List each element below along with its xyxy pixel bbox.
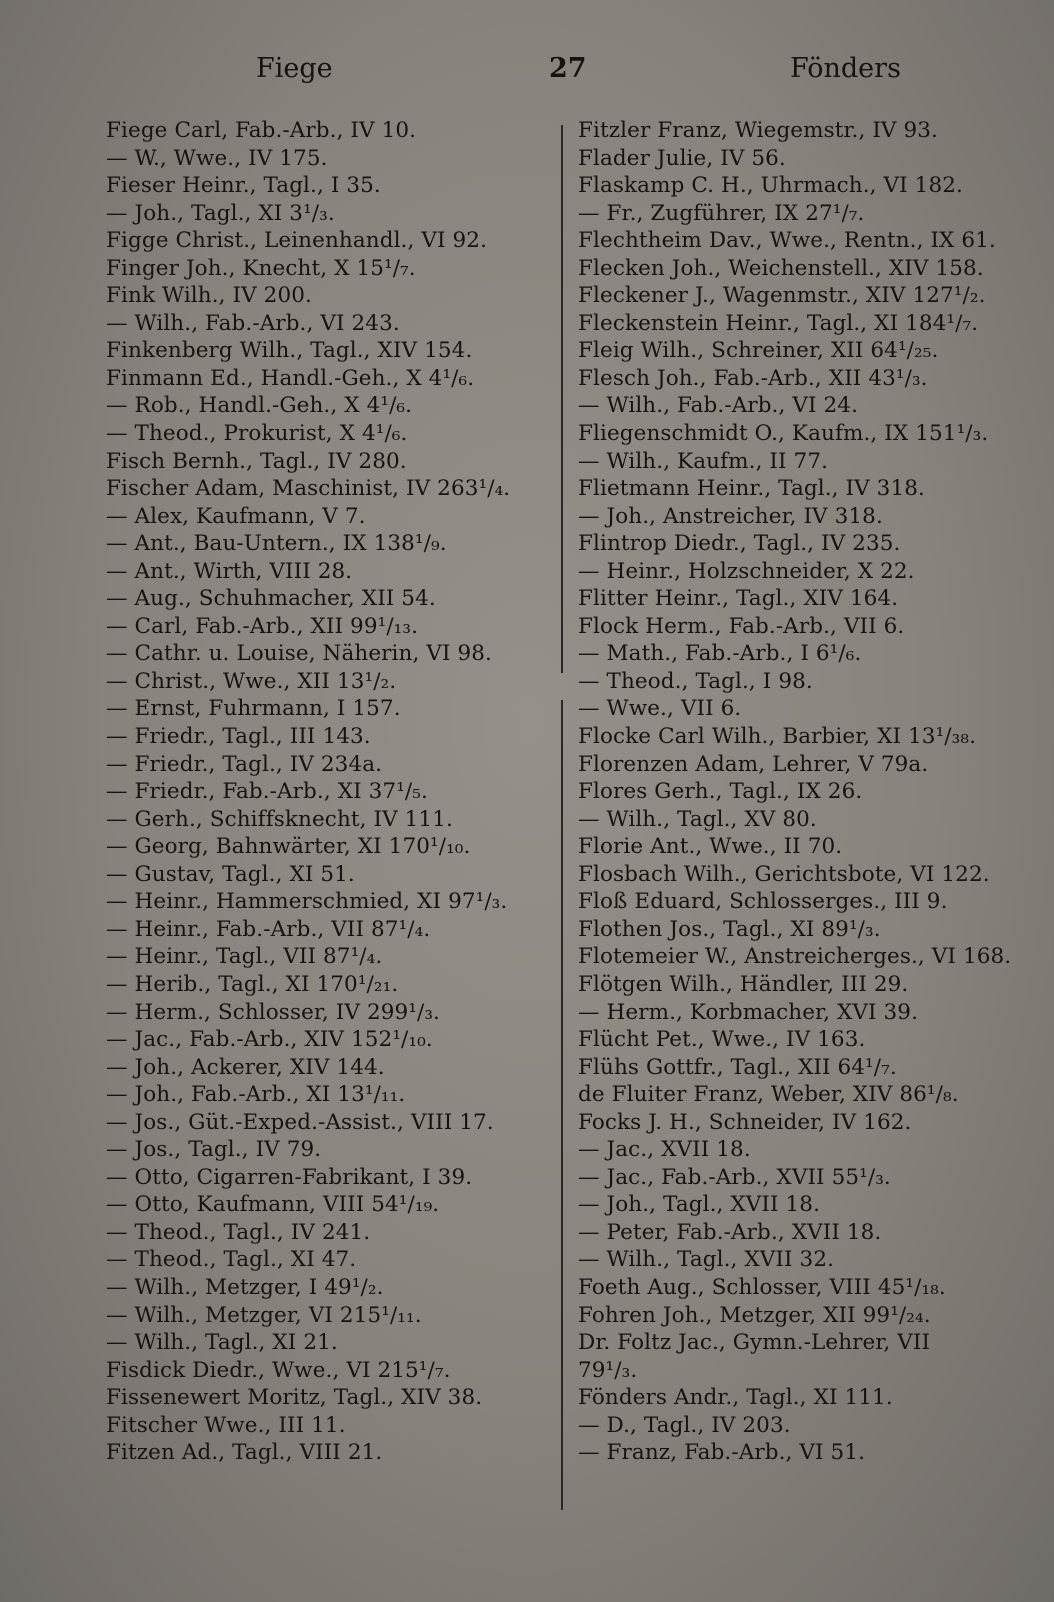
directory-entry: Flecken Joh., Weichenstell., XIV 158. bbox=[578, 255, 984, 281]
directory-entry: — Jac., XVII 18. bbox=[578, 1137, 751, 1163]
directory-entry: — Theod., Tagl., I 98. bbox=[578, 668, 813, 694]
directory-entry: Fissenewert Moritz, Tagl., XIV 38. bbox=[106, 1385, 483, 1411]
directory-entry: — Cathr. u. Louise, Näherin, VI 98. bbox=[106, 641, 492, 667]
directory-entry: — Friedr., Fab.-Arb., XI 37¹/₅. bbox=[106, 779, 428, 805]
directory-entry: — Theod., Prokurist, X 4¹/₆. bbox=[106, 421, 408, 447]
directory-entry: Fisdick Diedr., Wwe., VI 215¹/₇. bbox=[106, 1357, 451, 1383]
directory-entry: — Peter, Fab.-Arb., XVII 18. bbox=[578, 1219, 882, 1245]
directory-entry: — Ant., Wirth, VIII 28. bbox=[106, 558, 353, 584]
directory-entry: — Alex, Kaufmann, V 7. bbox=[106, 503, 366, 529]
directory-entry: — Joh., Fab.-Arb., XI 13¹/₁₁. bbox=[106, 1082, 406, 1108]
directory-entry: — Wilh., Metzger, I 49¹/₂. bbox=[106, 1274, 384, 1300]
directory-entry: Fiege Carl, Fab.-Arb., IV 10. bbox=[106, 118, 417, 143]
directory-entry: Foeth Aug., Schlosser, VIII 45¹/₁₈. bbox=[578, 1274, 946, 1300]
directory-entry: — Jac., Fab.-Arb., XIV 152¹/₁₀. bbox=[106, 1027, 433, 1053]
directory-entry: — Wilh., Fab.-Arb., VI 243. bbox=[106, 310, 400, 336]
directory-entry: — Theod., Tagl., XI 47. bbox=[106, 1247, 357, 1273]
directory-entry: — Georg, Bahnwärter, XI 170¹/₁₀. bbox=[106, 834, 471, 860]
directory-entry: Flintrop Diedr., Tagl., IV 235. bbox=[578, 531, 901, 557]
directory-entry: Fleckener J., Wagenmstr., XIV 127¹/₂. bbox=[578, 283, 986, 309]
column-rule-lower bbox=[561, 700, 563, 1510]
directory-entry: — Joh., Ackerer, XIV 144. bbox=[106, 1054, 385, 1080]
directory-entry: — Heinr., Tagl., VII 87¹/₄. bbox=[106, 944, 383, 970]
directory-entry: Fliegenschmidt O., Kaufm., IX 151¹/₃. bbox=[578, 421, 989, 447]
directory-entry: — Franz, Fab.-Arb., VI 51. bbox=[578, 1440, 866, 1466]
directory-entry: Flücht Pet., Wwe., IV 163. bbox=[578, 1027, 866, 1053]
directory-entry: — Jos., Tagl., IV 79. bbox=[106, 1137, 322, 1163]
directory-entry: Fieser Heinr., Tagl., I 35. bbox=[106, 173, 381, 199]
directory-entry: — Joh., Tagl., XI 3¹/₃. bbox=[106, 200, 335, 226]
directory-entry: Flechtheim Dav., Wwe., Rentn., IX 61. bbox=[578, 228, 996, 254]
directory-entry: Flühs Gottfr., Tagl., XII 64¹/₇. bbox=[578, 1054, 897, 1080]
directory-entry: — Otto, Kaufmann, VIII 54¹/₁₉. bbox=[106, 1192, 440, 1218]
directory-entry: — Jos., Güt.-Exped.-Assist., VIII 17. bbox=[106, 1109, 494, 1135]
directory-entry: Focks J. H., Schneider, IV 162. bbox=[578, 1109, 912, 1135]
directory-entry: — Math., Fab.-Arb., I 6¹/₆. bbox=[578, 641, 862, 667]
directory-entry: — Herm., Schlosser, IV 299¹/₃. bbox=[106, 999, 440, 1025]
directory-entry: Flores Gerh., Tagl., IX 26. bbox=[578, 779, 863, 805]
directory-entry: — Rob., Handl.-Geh., X 4¹/₆. bbox=[106, 393, 413, 419]
directory-entry: — Gerh., Schiffsknecht, IV 111. bbox=[106, 806, 453, 832]
directory-entry: — Theod., Tagl., IV 241. bbox=[106, 1219, 371, 1245]
directory-entry: — W., Wwe., IV 175. bbox=[106, 145, 328, 171]
directory-entry: 79¹/₃. bbox=[578, 1357, 638, 1383]
directory-entry: Flocke Carl Wilh., Barbier, XI 13¹/₃₈. bbox=[578, 724, 977, 750]
directory-entry: — Wilh., Kaufm., II 77. bbox=[578, 448, 829, 474]
directory-entry: Dr. Foltz Jac., Gymn.-Lehrer, VII bbox=[578, 1330, 931, 1356]
directory-entry: — Aug., Schuhmacher, XII 54. bbox=[106, 586, 436, 612]
directory-entry: — Friedr., Tagl., III 143. bbox=[106, 724, 371, 750]
directory-entry: Florie Ant., Wwe., II 70. bbox=[578, 834, 843, 860]
directory-entry: Flötgen Wilh., Händler, III 29. bbox=[578, 971, 909, 997]
directory-entry: — Herib., Tagl., XI 170¹/₂₁. bbox=[106, 971, 399, 997]
directory-entry: Flock Herm., Fab.-Arb., VII 6. bbox=[578, 613, 905, 639]
directory-entry: — Herm., Korbmacher, XVI 39. bbox=[578, 999, 918, 1025]
directory-entry: Flietmann Heinr., Tagl., IV 318. bbox=[578, 476, 925, 502]
directory-entry: — Wilh., Tagl., XV 80. bbox=[578, 806, 817, 832]
directory-entry: Finmann Ed., Handl.-Geh., X 4¹/₆. bbox=[106, 365, 475, 391]
directory-entry: — Joh., Anstreicher, IV 318. bbox=[578, 503, 883, 529]
directory-entry: — Christ., Wwe., XII 13¹/₂. bbox=[106, 668, 397, 694]
directory-entry: Figge Christ., Leinenhandl., VI 92. bbox=[106, 228, 487, 254]
directory-entry: — Gustav, Tagl., XI 51. bbox=[106, 861, 355, 887]
directory-entry: Finkenberg Wilh., Tagl., XIV 154. bbox=[106, 338, 473, 364]
directory-entry: Fisch Bernh., Tagl., IV 280. bbox=[106, 448, 407, 474]
directory-entry: — Wilh., Fab.-Arb., VI 24. bbox=[578, 393, 859, 419]
directory-entry: Flesch Joh., Fab.-Arb., XII 43¹/₃. bbox=[578, 365, 928, 391]
directory-entry: Finger Joh., Knecht, X 15¹/₇. bbox=[106, 255, 416, 281]
page-number: 27 bbox=[549, 53, 587, 84]
directory-entry: Flitter Heinr., Tagl., XIV 164. bbox=[578, 586, 899, 612]
directory-entry: Flader Julie, IV 56. bbox=[578, 145, 786, 171]
directory-entry: — Wilh., Metzger, VI 215¹/₁₁. bbox=[106, 1302, 422, 1328]
directory-entry: — Wwe., VII 6. bbox=[578, 696, 742, 722]
directory-entry: Flotemeier W., Anstreicherges., VI 168. bbox=[578, 944, 1012, 970]
directory-entry: Flosbach Wilh., Gerichtsbote, VI 122. bbox=[578, 861, 990, 887]
directory-entry: Fleckenstein Heinr., Tagl., XI 184¹/₇. bbox=[578, 310, 979, 336]
directory-entry: — Wilh., Tagl., XI 21. bbox=[106, 1330, 338, 1356]
directory-entry: Fink Wilh., IV 200. bbox=[106, 283, 312, 309]
directory-entry: — Otto, Cigarren-Fabrikant, I 39. bbox=[106, 1164, 473, 1190]
directory-entry: — Heinr., Hammerschmied, XI 97¹/₃. bbox=[106, 889, 508, 915]
directory-entry: — Ernst, Fuhrmann, I 157. bbox=[106, 696, 401, 722]
directory-entry: — Jac., Fab.-Arb., XVII 55¹/₃. bbox=[578, 1164, 891, 1190]
directory-entry: Fleig Wilh., Schreiner, XII 64¹/₂₅. bbox=[578, 338, 939, 364]
directory-entry: Fischer Adam, Maschinist, IV 263¹/₄. bbox=[106, 476, 511, 502]
directory-entry: — D., Tagl., IV 203. bbox=[578, 1412, 791, 1438]
right-column bbox=[578, 117, 1038, 1467]
directory-entry: — Carl, Fab.-Arb., XII 99¹/₁₃. bbox=[106, 613, 419, 639]
directory-entry: — Ant., Bau-Untern., IX 138¹/₉. bbox=[106, 531, 447, 557]
directory-entry: Floß Eduard, Schlosserges., III 9. bbox=[578, 889, 948, 915]
directory-entry: — Heinr., Holzschneider, X 22. bbox=[578, 558, 915, 584]
directory-entry: de Fluiter Franz, Weber, XIV 86¹/₈. bbox=[578, 1082, 959, 1108]
directory-entry: Fönders Andr., Tagl., XI 111. bbox=[578, 1385, 893, 1411]
directory-entry: Flothen Jos., Tagl., XI 89¹/₃. bbox=[578, 916, 881, 942]
directory-entry: — Wilh., Tagl., XVII 32. bbox=[578, 1247, 835, 1273]
directory-entry: Fitzler Franz, Wiegemstr., IV 93. bbox=[578, 118, 938, 143]
directory-entry: Fohren Joh., Metzger, XII 99¹/₂₄. bbox=[578, 1302, 931, 1328]
directory-entry: Florenzen Adam, Lehrer, V 79a. bbox=[578, 751, 929, 777]
left-column bbox=[106, 117, 544, 1467]
directory-entry: Fitzen Ad., Tagl., VIII 21. bbox=[106, 1440, 383, 1466]
column-rule-upper bbox=[561, 125, 563, 673]
directory-entry: — Heinr., Fab.-Arb., VII 87¹/₄. bbox=[106, 916, 431, 942]
running-head-right: Fönders bbox=[790, 53, 901, 84]
running-head-left: Fiege bbox=[256, 53, 333, 84]
directory-entry: — Joh., Tagl., XVII 18. bbox=[578, 1192, 821, 1218]
directory-entry: — Fr., Zugführer, IX 27¹/₇. bbox=[578, 200, 865, 226]
directory-entry: — Friedr., Tagl., IV 234a. bbox=[106, 751, 383, 777]
directory-entry: Fitscher Wwe., III 11. bbox=[106, 1412, 346, 1438]
directory-entry: Flaskamp C. H., Uhrmach., VI 182. bbox=[578, 173, 963, 199]
